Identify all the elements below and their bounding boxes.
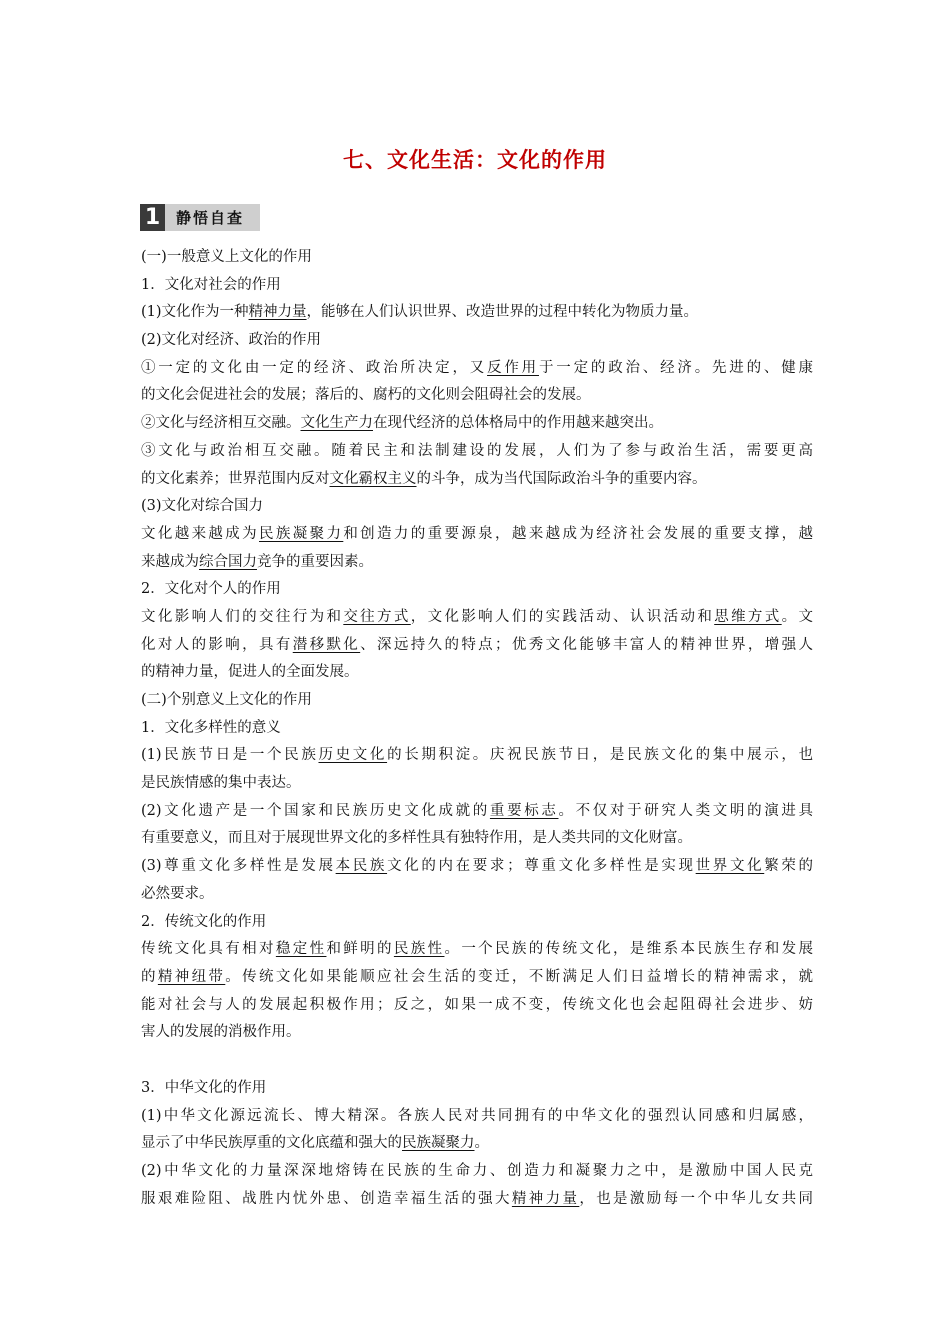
text-line	[141, 659, 813, 687]
text-line	[141, 327, 813, 355]
text-segment: (1)民族节日是一个民族	[141, 747, 319, 764]
text-segment: 在现代经济的总体格局中的作用越来越突出。	[373, 415, 663, 432]
text-line	[141, 521, 813, 549]
text-line	[141, 299, 813, 327]
text-segment: 和鲜明的	[326, 941, 394, 958]
text-line	[141, 825, 813, 853]
text-line	[141, 742, 813, 770]
text-line	[141, 1019, 813, 1047]
blank-line	[141, 1047, 813, 1075]
text-segment: ，文化影响人们的实践活动、认识活动和	[410, 608, 715, 625]
text-line	[141, 382, 813, 410]
text-segment: 2．传统文化的作用	[141, 913, 267, 930]
text-segment: (3)尊重文化多样性是发展	[141, 858, 336, 875]
text-segment: (2)中华文化的力量深深地熔铸在民族的生命力、创造力和凝聚力之中，是激励中国人民克	[141, 1163, 813, 1179]
text-segment: 是民族情感的集中表达。	[141, 775, 301, 792]
text-line	[141, 466, 813, 494]
text-segment: 能对社会与人的发展起积极作用；反之，如果一成不变，传统文化也会起阻碍社会进步、妨	[141, 996, 813, 1013]
text-segment: 。传统文化如果能顺应社会生活的变迁，不断满足人们日益增长的精神需求，就	[225, 968, 813, 985]
underlined-keyword: 思维方式	[714, 608, 782, 625]
text-line	[141, 549, 813, 577]
text-line	[141, 576, 813, 604]
text-line	[141, 770, 813, 798]
text-segment: ③文化与政治相互交融。随着民主和法制建设的发展，人们为了参与政治生活，需要更高	[141, 442, 813, 459]
text-line	[141, 410, 813, 438]
text-segment: 和创造力的重要源泉，越来越成为经济社会发展的重要支撑，越	[343, 525, 813, 542]
underlined-keyword: 文化霸权主义	[329, 470, 417, 487]
text-segment: 显示了中华民族厚重的文化底蕴和强大的	[141, 1135, 402, 1152]
text-segment: ，能够在人们认识世界、改造世界的过程中转化为物质力量。	[306, 304, 699, 321]
underlined-keyword: 精神力量	[511, 1190, 580, 1207]
text-segment: 1．文化对社会的作用	[141, 276, 281, 293]
section-number: 1	[140, 204, 165, 231]
text-segment: 繁荣的	[764, 858, 813, 875]
text-segment: 1．文化多样性的意义	[141, 719, 281, 736]
text-segment: 化对人的影响，具有	[141, 636, 293, 653]
text-segment: 的长期积淀。庆祝民族节日，是民族文化的集中展示，也	[387, 747, 813, 764]
text-segment: 传统文化具有相对	[141, 941, 276, 958]
text-line	[141, 881, 813, 909]
text-line	[141, 687, 813, 715]
text-segment: 。	[474, 1135, 489, 1152]
text-segment: ，也是激励每一个中华儿女共同	[579, 1190, 813, 1207]
text-segment: 有重要意义，而且对于展现世界文化的多样性具有独特作用，是人类共同的文化财富。	[141, 830, 692, 847]
text-segment: (一)一般意义上文化的作用	[141, 249, 312, 265]
text-line	[141, 1186, 813, 1214]
underlined-keyword: 稳定性	[275, 941, 327, 958]
text-segment: 。一个民族的传统文化，是维系本民族生存和发展	[444, 941, 813, 958]
text-segment: (3)文化对综合国力	[141, 498, 264, 515]
text-segment: ①一定的文化由一定的经济、政治所决定，又	[141, 359, 488, 376]
text-segment: 服艰难险阻、战胜内忧外患、创造幸福生活的强大	[141, 1190, 512, 1207]
text-segment: 文化影响人们的交往行为和	[141, 608, 344, 625]
section-label: 静悟自查	[165, 204, 260, 231]
text-line	[141, 604, 813, 632]
text-segment: 的文化素养；世界范围内反对	[141, 470, 330, 487]
underlined-keyword: 文化生产力	[300, 415, 373, 432]
underlined-keyword: 世界文化	[695, 858, 765, 875]
text-line	[141, 798, 813, 826]
text-line	[141, 632, 813, 660]
text-segment: (2)文化对经济、政治的作用	[141, 332, 322, 349]
text-line	[141, 493, 813, 521]
underlined-keyword: 重要标志	[489, 802, 559, 819]
text-segment: 2．文化对个人的作用	[141, 581, 281, 598]
text-line	[141, 936, 813, 964]
text-segment: 的精神力量，促进人的全面发展。	[141, 664, 359, 681]
underlined-keyword: 综合国力	[199, 553, 257, 570]
text-segment: (1)文化作为一种	[141, 304, 249, 321]
underlined-keyword: 历史文化	[318, 747, 388, 764]
text-line	[141, 909, 813, 937]
underlined-keyword: 反作用	[487, 359, 539, 376]
text-segment: 。不仅对于研究人类文明的演进具	[558, 802, 813, 819]
text-line	[141, 1158, 813, 1186]
text-segment: ②文化与经济相互交融。	[141, 415, 301, 432]
text-segment: 于一定的政治、经济。先进的、健康	[538, 359, 813, 376]
text-line	[141, 244, 813, 272]
text-line	[141, 992, 813, 1020]
underlined-keyword: 本民族	[335, 858, 388, 875]
underlined-keyword: 交往方式	[343, 608, 411, 625]
text-segment: 来越成为	[141, 553, 199, 570]
text-segment: 害人的发展的消极作用。	[141, 1024, 301, 1041]
text-line	[141, 1103, 813, 1131]
underlined-keyword: 精神纽带	[157, 968, 226, 985]
text-line	[141, 715, 813, 743]
text-segment: (1)中华文化源远流长、博大精深。各族人民对共同拥有的中华文化的强烈认同感和归属感，	[141, 1107, 813, 1124]
text-segment: 的斗争，成为当代国际政治斗争的重要内容。	[416, 470, 707, 487]
text-segment: (二)个别意义上文化的作用	[141, 692, 312, 708]
underlined-keyword: 精神力量	[248, 304, 307, 321]
text-segment: (2)文化遗产是一个国家和民族历史文化成就的	[141, 802, 490, 819]
text-segment: 必然要求。	[141, 885, 214, 902]
text-line	[141, 272, 813, 300]
text-line	[141, 355, 813, 383]
text-segment: 、深远持久的特点；优秀文化能够丰富人的精神世界，增强人	[360, 636, 813, 653]
text-line	[141, 438, 813, 466]
text-segment: 文化的内在要求；尊重文化多样性是实现	[387, 858, 696, 875]
underlined-keyword: 民族凝聚力	[259, 525, 344, 542]
text-segment: 竞争的重要因素。	[257, 553, 373, 570]
text-segment: 。文	[781, 608, 813, 625]
underlined-keyword: 潜移默化	[292, 636, 361, 653]
text-segment: 3．中华文化的作用	[141, 1079, 267, 1096]
text-segment: 文化越来越成为	[141, 525, 260, 542]
text-line	[141, 1075, 813, 1103]
text-line	[141, 1130, 813, 1158]
underlined-keyword: 民族性	[393, 941, 445, 958]
text-segment: 的文化会促进社会的发展；落后的、腐朽的文化则会阻碍社会的发展。	[141, 387, 591, 404]
text-line	[141, 853, 813, 881]
underlined-keyword: 民族凝聚力	[402, 1135, 475, 1152]
page-title: 七、文化生活：文化的作用	[343, 148, 607, 172]
document-body	[141, 244, 813, 1213]
section-badge	[140, 204, 260, 231]
text-line	[141, 964, 813, 992]
text-segment: 的	[141, 968, 158, 985]
